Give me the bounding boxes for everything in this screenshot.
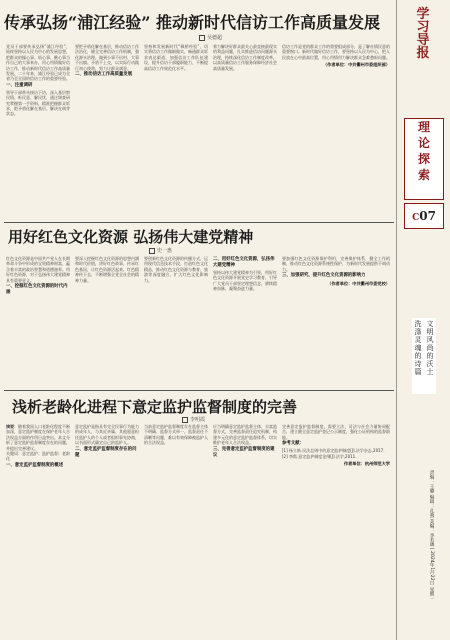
editor-info: 责编：王璐 编辑：孔燕 美编：李若璘 | 2024年1月22日 星期一 [429,470,434,601]
slogan-col2: 文明风尚的沃土 [426,320,434,376]
article3-col1 [6,424,70,634]
masthead-char: 报 [416,46,430,61]
page-letter: C [412,213,420,223]
article2-subhead3: 三、加强研究，提升红色文化资源的影响力 [282,273,366,279]
article1-col4-text: 着力解决好群众最关心最直接最现实的利益问题，扎实推进信访问题源头治理，持续深化信访工作制度改革，以高质量信访工作服务保障经济社会高质量发展。 [213,44,277,71]
main-content [4,4,394,636]
article2-col3 [144,256,208,384]
article3-keywords: 关键词：意定监护；监护监督；老龄化 [6,451,70,462]
article3-subhead3: 三、完善意定监护监督制度的建议 [213,446,275,458]
article2-col5-text: 要加强红色文化资源保护利用，完善保护体系，健全工作机制，推动红色文化资源系统性保护，为新时代发展提供不竭动力。 [282,256,390,272]
article2-col2-text: 要深入挖掘红色文化资源的思想内涵和时代价值，讲好红色故事，传承红色基因，让红色资源活起来、红色精神传下去，不断增强全党全社会的精神力量。 [75,256,139,283]
section-char: 探 [417,152,430,166]
article1-byline [199,34,222,41]
article3-col5 [282,424,390,634]
masthead-char: 习 [416,20,430,35]
article2-col3-text: 要创新红色文化资源的传播方式，运用现代信息技术手段，打造红色文化精品，推动红色文化资源与教育、旅游等深度融合，扩大红色文化影响力。 [144,256,208,283]
article1-col3 [144,44,208,219]
article2-col4-text: 坚持以伟大建党精神为引领，用好红色文化资源开展党史学习教育，引导广大党员干部坚定理想信念，赓续精神血脉，凝聚奋进力量。 [213,270,277,292]
article1-col2 [75,44,139,219]
article2-col5 [282,256,390,384]
article1-subhead1: 一、注重调研 [6,82,33,88]
divider-1 [4,222,394,223]
article2-col1-text: 红色文化资源是中国共产党人在长期革命斗争中形成的宝贵精神财富，蕴含着丰富的政治智慧和道德滋养。用好红色资源，对于弘扬伟大建党精神具有重要意义。 [6,256,70,283]
sidebar [396,0,450,640]
article2-col2 [75,256,139,384]
article3-abstract [6,424,70,451]
article3-refs-label: 参考文献： [282,441,304,447]
section-char: 理 [417,120,430,134]
article2-col1 [6,256,70,384]
article2-byline [149,247,172,254]
page-num: 07 [419,209,436,223]
article3-footer: 作者单位：杭州师范大学 [343,461,390,467]
section-char: 索 [417,168,430,182]
article1-author: 吴德超 [207,35,223,41]
article3-byline [182,416,205,423]
article3-col5-text: 完善意定监护监督制度，需要立法、司法与社会力量协同配合，建立健全意定监护登记公示制度，强化公证机构的监督职能。 [282,424,390,440]
article1-col3-text: 坚持和发展新时代“枫桥经验”，切实将信访工作做细做实，畅通群众诉求表达渠道，加强信访工作队伍建设，提升信访干部履职能力，不断提高信访工作规范化水平。 [144,44,208,71]
article1-col2-text: 要把矛盾化解在基层，推动信访工作法治化，健全完善信访工作机制，强化源头治理，做到小事不出村、大事不出镇、矛盾不上交，以实际行动践行初心使命，努力让群众满意。 [75,44,139,71]
article3-title: 浅析老龄化进程下意定监护监督制度的完善 [12,398,298,416]
divider-2 [4,390,394,391]
article3-subhead1: 一、意定监护监督制度的概述 [6,462,64,468]
article3-col4-text: 应当明确意定监护监督主体，丰富监督方式，完善监督责任追究机制，构建多元化的意定监护监督体系，切实维护老年人合法权益。 [213,424,277,446]
article3-col1-text: 随着我国人口老龄化程度不断加深，意定监护制度在保护老年人合法权益方面的作用日益突出。本文分析了意定监护监督制度存在的问题，并提出完善建议。 [6,424,70,451]
article1-col1 [6,44,70,219]
abstract-label: 摘要： [6,424,18,429]
article2-subhead1: 一、挖掘红色文化资源的时代内涵 [6,284,68,296]
article2-title: 用好红色文化资源 弘扬伟大建党精神 [8,228,254,246]
section-char: 论 [417,136,430,150]
page-number [404,203,444,229]
masthead-char: 导 [416,33,430,48]
article1-col5 [282,44,390,219]
article3-col3-text: 当前意定监护监督制度存在监督主体不明确、监督方式单一、监督责任不清晰等问题，难以有效保障被监护人的合法权益。 [144,424,208,446]
article1-col1-text: 党员干部要传承弘扬“浦江经验”，始终坚持以人民为中心的发展思想，把群众的操心事、烦心事、揪心事当作自己的大事来办，用心用情做好信访工作，推动新时代信访工作高质量发展。二十年来，浦江经验已成为全省乃至全国的信访工作的重要经验。 [6,44,70,82]
article2-col4 [213,256,277,384]
article2-footer: （作者单位：中共衢州市委党校） [327,281,390,287]
article2-author: 史一惠 [157,248,173,254]
masthead [402,8,444,110]
article3-subhead2: 二、意定监护监督制度存在的问题 [75,446,137,458]
article1-title: 传承弘扬“浦江经验” 推动新时代信访工作高质量发展 [4,13,380,32]
slogan-box [412,318,436,394]
article1-col5-text: 信访工作是党的群众工作的重要组成部分，是了解社情民意的重要窗口。新时代做好信访工作，要坚持以人民为中心，把人民放在心中最高位置，用心用情用力解决群众急难愁盼问题。 [282,44,390,60]
article3-author: 李明霞 [190,417,206,423]
article1-col1b-text: 领导干部带头接访下访，深入基层察民情、听民意、解民忧，通过调查研究掌握第一手资料，精准把握群众诉求，把矛盾化解在基层、解决在萌芽状态。 [6,89,70,117]
article3-col4 [213,424,277,634]
article1-col4 [213,44,277,219]
article1-subhead2: 二、推动信访工作高质量发展 [75,72,133,78]
article2-subhead2: 二、用好红色文化资源，弘扬伟大建党精神 [213,257,275,268]
article3-refs: [1] 杨立新.民法总则中的意定监护制度[J].法学杂志,2017. [2] 李霞.意定监护制度论纲[J].法学,2011. [282,448,385,459]
masthead-char: 学 [416,7,430,22]
article1-footer: （作者单位：中共衢州市委组织部） [322,62,390,68]
article3-col2-text: 意定监护是指具有完全民事行为能力的成年人，与其近亲属、其他愿意担任监护人的个人或者组织事先协商，以书面形式确定自己的监护人。 [75,424,139,446]
section-label [404,118,444,200]
slogan-col1: 洗涤灵魂的诗篇 [414,320,422,376]
article3-col3 [144,424,208,634]
article3-col2 [75,424,139,634]
